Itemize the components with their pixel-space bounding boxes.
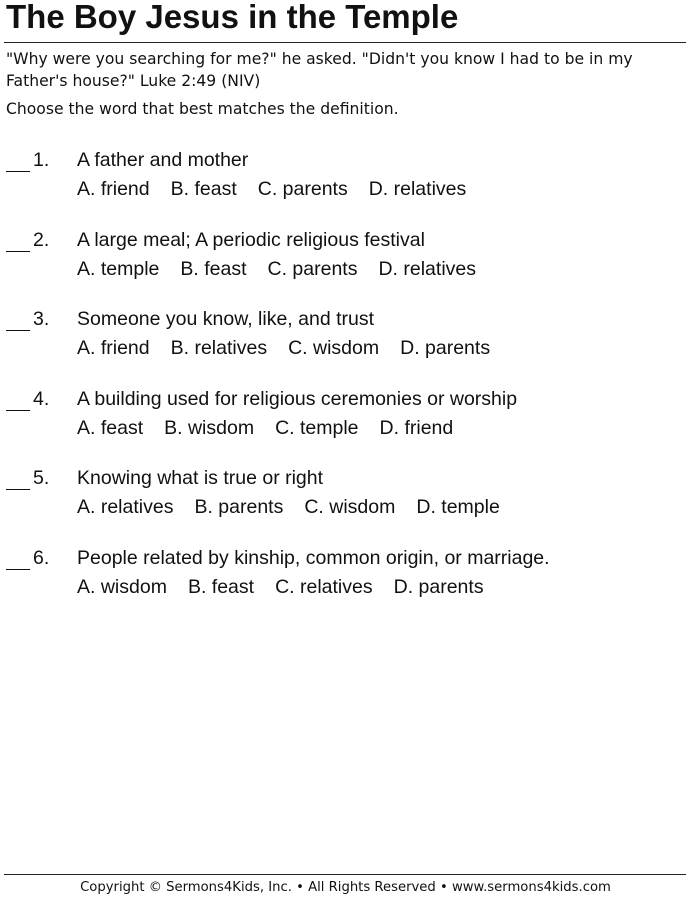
answer-option: A. friend xyxy=(77,337,150,359)
question-number: 3. xyxy=(33,308,50,330)
answer-option: C. temple xyxy=(275,416,359,439)
answer-option: D. temple xyxy=(416,496,500,518)
question-number: 1. xyxy=(33,149,50,171)
question-number: 6. xyxy=(33,546,50,569)
answer-option: D. parents xyxy=(400,337,491,359)
answer-option: B. feast xyxy=(187,575,255,598)
question-number: 4. xyxy=(33,387,50,410)
question-definition: A father and mother xyxy=(77,149,249,171)
answer-options xyxy=(77,576,484,598)
question-item xyxy=(0,225,691,285)
question-definition: Knowing what is true or right xyxy=(77,467,324,489)
answer-options xyxy=(77,496,500,518)
answer-options xyxy=(77,178,466,200)
answer-option: D. relatives xyxy=(378,257,476,280)
answer-option: B. relatives xyxy=(170,337,268,359)
answer-option: A. relatives xyxy=(77,496,174,518)
answer-option: A. wisdom xyxy=(77,575,167,598)
answer-blank[interactable] xyxy=(6,251,30,252)
answer-option: D. parents xyxy=(393,575,484,598)
answer-option: B. feast xyxy=(170,178,237,200)
answer-option: C. parents xyxy=(267,257,358,280)
answer-option: D. friend xyxy=(379,416,454,439)
answer-option: A. temple xyxy=(77,257,160,280)
question-item xyxy=(0,145,691,205)
footer-divider xyxy=(4,874,686,875)
answer-option: C. wisdom xyxy=(288,337,380,359)
answer-blank[interactable] xyxy=(6,171,30,172)
answer-options xyxy=(77,417,453,439)
instructions: Choose the word that best matches the definition. xyxy=(6,100,399,118)
title-divider xyxy=(4,42,686,43)
answer-option: C. wisdom xyxy=(304,496,396,518)
answer-option: A. friend xyxy=(77,178,150,200)
scripture-verse: "Why were you searching for me?" he asked. "Didn't you know I had to be in my Father's house?" Luke 2:49 (NIV) xyxy=(6,50,633,90)
answer-option: C. parents xyxy=(257,178,348,200)
question-item xyxy=(0,463,691,523)
answer-option: C. relatives xyxy=(275,575,373,598)
question-item xyxy=(0,304,691,364)
worksheet-title: The Boy Jesus in the Temple xyxy=(6,0,459,35)
question-item xyxy=(0,384,691,444)
question-number: 5. xyxy=(33,467,50,489)
question-definition: A building used for religious ceremonies or worship xyxy=(77,387,518,410)
answer-option: B. feast xyxy=(180,257,247,280)
answer-blank[interactable] xyxy=(6,330,30,331)
question-definition: A large meal; A periodic religious festival xyxy=(77,228,425,251)
answer-blank[interactable] xyxy=(6,489,30,490)
question-definition: People related by kinship, common origin, or marriage. xyxy=(77,546,550,569)
copyright-footer: Copyright © Sermons4Kids, Inc. • All Rights Reserved • www.sermons4kids.com xyxy=(80,880,611,895)
answer-option: B. parents xyxy=(194,496,284,518)
answer-options xyxy=(77,337,490,359)
answer-option: B. wisdom xyxy=(164,416,255,439)
answer-options xyxy=(77,258,476,280)
question-definition: Someone you know, like, and trust xyxy=(77,308,375,330)
answer-blank[interactable] xyxy=(6,569,30,570)
answer-option: D. relatives xyxy=(368,178,467,200)
answer-option: A. feast xyxy=(77,416,144,439)
answer-blank[interactable] xyxy=(6,410,30,411)
question-number: 2. xyxy=(33,228,50,251)
question-item xyxy=(0,543,691,603)
